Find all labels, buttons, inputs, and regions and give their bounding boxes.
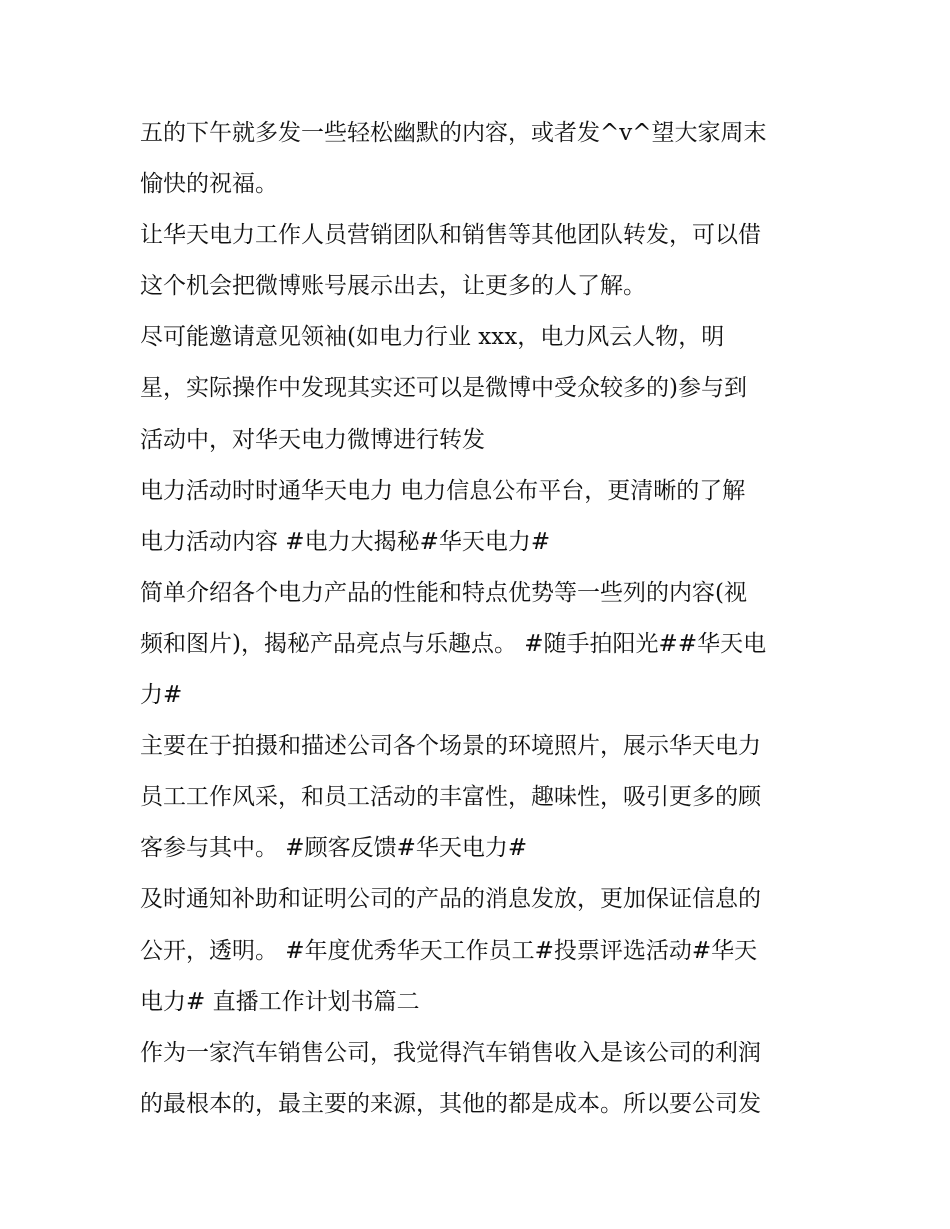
text-line: 这个机会把微博账号展示出去，让更多的人了解。 xyxy=(140,273,646,300)
text-line: 及时通知补助和证明公司的产品的消息发放，更加保证信息的 xyxy=(140,886,761,913)
text-line: 频和图片)，揭秘产品亮点与乐趣点。 #随手拍阳光##华天电 xyxy=(140,630,767,657)
text-line: 电力# 直播工作计划书篇二 xyxy=(140,988,420,1015)
text-line: 电力活动时时通华天电力 电力信息公布平台，更清晰的了解 xyxy=(140,477,746,504)
text-line: 让华天电力工作人员营销团队和销售等其他团队转发，可以借 xyxy=(140,222,761,249)
document-body xyxy=(140,108,820,1130)
text-line: 作为一家汽车销售公司，我觉得汽车销售收入是该公司的利润 xyxy=(140,1039,761,1066)
text-line: 力# xyxy=(140,682,183,709)
text-line: 五的下午就多发一些轻松幽默的内容，或者发^v^望大家周末 xyxy=(140,120,767,146)
text-line: 员工工作风采，和员工活动的丰富性，趣味性，吸引更多的顾 xyxy=(140,784,761,811)
text-line: 主要在于拍摄和描述公司各个场景的环境照片，展示华天电力 xyxy=(140,733,761,760)
text-line: 愉快的祝福。 xyxy=(140,171,278,198)
text-line: 尽可能邀请意见领袖(如电力行业 xxx，电力风云人物，明 xyxy=(140,324,725,351)
text-line: 公开，透明。 #年度优秀华天工作员工#投票评选活动#华天 xyxy=(140,937,758,964)
text-line: 的最根本的，最主要的来源，其他的都是成本。所以要公司发 xyxy=(140,1090,761,1117)
text-line: 简单介绍各个电力产品的性能和特点优势等一些列的内容(视 xyxy=(140,579,747,606)
text-line: 星，实际操作中发现其实还可以是微博中受众较多的)参与到 xyxy=(140,375,747,402)
text-line: 客参与其中。 #顾客反馈#华天电力# xyxy=(140,835,528,862)
text-line: 电力活动内容 #电力大揭秘#华天电力# xyxy=(140,528,551,555)
text-line: 活动中，对华天电力微博进行转发 xyxy=(140,426,485,453)
